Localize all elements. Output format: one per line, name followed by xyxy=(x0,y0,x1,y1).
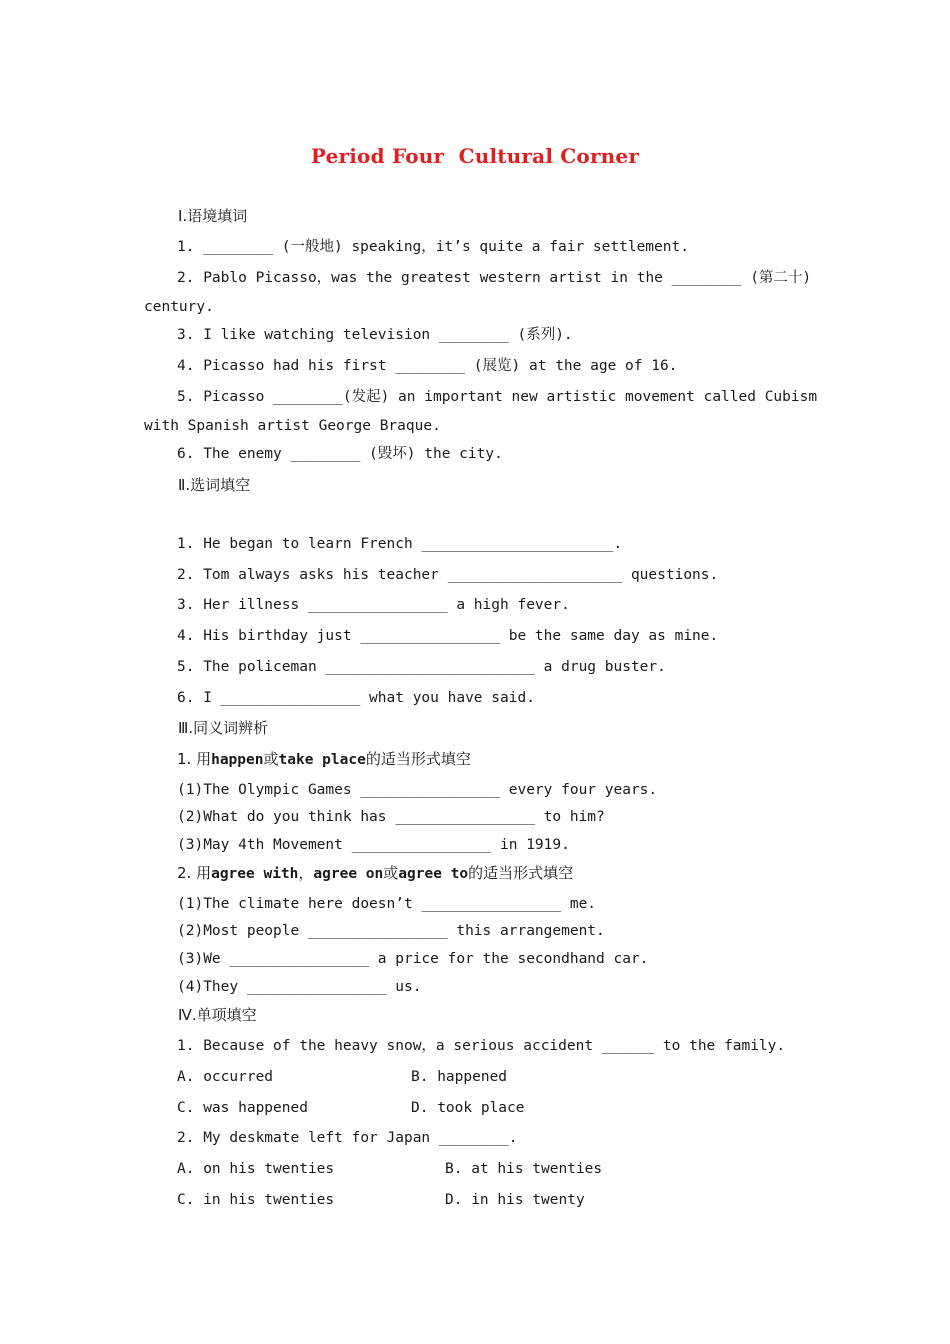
question-line: 6. I ________________ what you have said. xyxy=(177,690,535,706)
instruction-text: 1. 用 xyxy=(177,750,212,768)
sub-question-line: (3)May 4th Movement ________________ in 1919. xyxy=(177,837,570,853)
keyword: agree to xyxy=(398,866,469,882)
sub-question-line: (2)Most people ________________ this arrangement. xyxy=(177,923,605,939)
instruction-text: 或 xyxy=(263,750,279,768)
sub-question-line: (3)We ________________ a price for the secondhand car. xyxy=(177,951,649,967)
instruction-line xyxy=(177,749,471,770)
option-a: A. on his twenties xyxy=(177,1161,335,1177)
question-line: 5. The policeman ________________________ a drug buster. xyxy=(177,659,666,675)
question-line: 2. My deskmate left for Japan ________. xyxy=(177,1130,518,1146)
instruction-text: 2. 用 xyxy=(177,864,212,882)
question-line: 1. ________ (一般地) speaking，it’s quite a fair settlement. xyxy=(177,239,689,255)
page-title: Period Four Cultural Corner xyxy=(310,144,640,168)
instruction-text: ， xyxy=(298,864,314,882)
option-b: B. happened xyxy=(411,1069,508,1085)
section-heading-3: Ⅲ.同义词辨析 xyxy=(178,719,269,737)
instruction-text: 的适当形式填空 xyxy=(365,750,471,768)
question-line: 1. Because of the heavy snow，a serious accident ______ to the family. xyxy=(177,1038,786,1054)
question-line: 5. Picasso ________(发起) an important new artistic movement called Cubism xyxy=(177,389,818,405)
sub-question-line: (1)The climate here doesn’t ________________ me. xyxy=(177,896,597,912)
option-b: B. at his twenties xyxy=(445,1161,603,1177)
question-line: 4. Picasso had his first ________ (展览) at the age of 16. xyxy=(177,358,678,374)
question-line-continued: century. xyxy=(144,299,214,315)
keyword: happen xyxy=(211,752,264,768)
option-c: C. was happened xyxy=(177,1100,308,1116)
keyword: take place xyxy=(278,752,366,768)
section-heading-1: Ⅰ.语境填词 xyxy=(178,207,248,225)
question-line-continued: with Spanish artist George Braque. xyxy=(144,418,441,434)
question-line: 4. His birthday just ________________ be the same day as mine. xyxy=(177,628,719,644)
option-a: A. occurred xyxy=(177,1069,274,1085)
sub-question-line: (2)What do you think has ________________ to him? xyxy=(177,809,605,825)
instruction-text: 或 xyxy=(383,864,399,882)
sub-question-line: (1)The Olympic Games ________________ every four years. xyxy=(177,782,658,798)
keyword: agree with xyxy=(211,866,299,882)
question-line: 3. I like watching television ________ (系列). xyxy=(177,327,573,343)
option-d: D. took place xyxy=(411,1100,525,1116)
sub-question-line: (4)They ________________ us. xyxy=(177,979,422,995)
question-line: 2. Pablo Picasso，was the greatest western artist in the ________ (第二十) xyxy=(177,270,812,286)
keyword: agree on xyxy=(313,866,384,882)
option-c: C. in his twenties xyxy=(177,1192,335,1208)
section-heading-2: Ⅱ.选词填空 xyxy=(178,476,251,494)
instruction-line xyxy=(177,863,573,884)
question-line: 2. Tom always asks his teacher ____________________ questions. xyxy=(177,567,719,583)
option-d: D. in his twenty xyxy=(445,1192,585,1208)
question-line: 1. He began to learn French ______________________. xyxy=(177,536,623,552)
instruction-text: 的适当形式填空 xyxy=(468,864,574,882)
section-heading-4: Ⅳ.单项填空 xyxy=(178,1006,257,1024)
question-line: 3. Her illness ________________ a high fever. xyxy=(177,597,570,613)
question-line: 6. The enemy ________ (毁坏) the city. xyxy=(177,446,503,462)
